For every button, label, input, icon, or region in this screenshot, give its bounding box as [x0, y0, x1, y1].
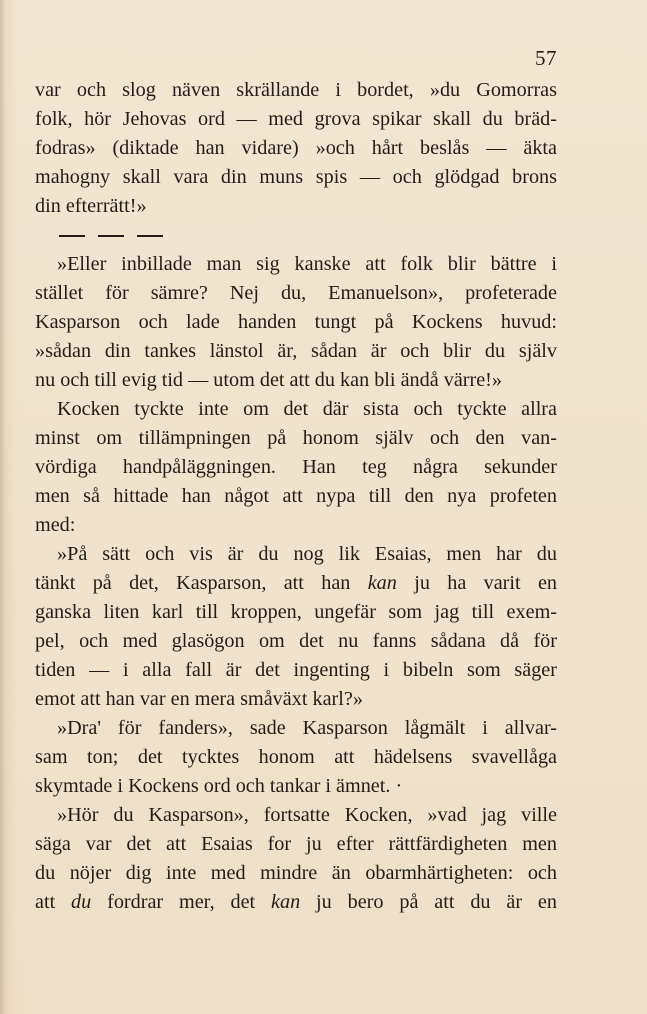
italic-word: kan	[271, 891, 301, 913]
text-line: »sådan din tankes länstol är, sådan är och blir du själv	[35, 340, 557, 362]
italic-word: kan	[367, 572, 397, 594]
text-line-italic-du-kan	[35, 888, 557, 917]
text-line: folk, hör Jehovas ord — med grova spikar skall du bräd-	[35, 108, 557, 130]
text-line: fodras» (diktade han vidare) »och hårt beslås — äkta	[35, 137, 557, 159]
separator-dash	[137, 235, 163, 237]
text-line: Kasparson och lade handen tungt på Kockens huvud:	[35, 311, 557, 333]
text-line: var och slog näven skrällande i bordet, »du Gomorras	[35, 79, 557, 101]
text-line-italic-kan	[35, 569, 557, 598]
text-line: med:	[35, 514, 76, 536]
separator-dash	[98, 235, 124, 237]
text-line: stället för sämre? Nej du, Emanuelson», profeterade	[35, 282, 557, 304]
separator-dash	[59, 235, 85, 237]
page-number: 57	[535, 46, 557, 70]
section-separator	[35, 221, 557, 250]
text-line: skymtade i Kockens ord och tankar i ämnet. ·	[35, 775, 403, 797]
text-line: vördiga handpåläggningen. Han teg några sekunder	[35, 456, 557, 478]
text-line: minst om tillämpningen på honom själv och den van-	[35, 427, 557, 449]
text-line: du nöjer dig inte med mindre än obarmhärtigheten: och	[35, 862, 557, 884]
text-fragment: ju bero på att du är en	[300, 891, 557, 913]
text-line: mahogny skall vara din muns spis — och glödgad brons	[35, 166, 557, 188]
text-line: din efterrätt!»	[35, 195, 147, 217]
text-line: men så hittade han något att nypa till den nya profeten	[35, 485, 557, 507]
text-line: Kocken tyckte inte om det där sista och tyckte allra	[57, 398, 557, 420]
text-line: sam ton; det tycktes honom att hädelsens svavellåga	[35, 746, 557, 768]
text-line: »Dra' för fanders», sade Kasparson lågmält i allvar-	[57, 717, 557, 739]
text-line: ganska liten karl till kroppen, ungefär som jag till exem-	[35, 601, 557, 623]
text-line: nu och till evig tid — utom det att du kan bli ändå värre!»	[35, 369, 503, 391]
text-fragment: ju ha varit en	[396, 572, 558, 594]
text-fragment: att	[35, 891, 72, 913]
text-line: pel, och med glasögon om det nu fanns sådana då för	[35, 630, 557, 652]
text-fragment: tänkt på det, Kasparson, att han	[35, 572, 368, 594]
text-line: tiden — i alla fall är det ingenting i bibeln som säger	[35, 659, 557, 681]
italic-word: du	[71, 891, 92, 913]
text-line: emot att han var en mera småväxt karl?»	[35, 688, 363, 710]
text-line: säga var det att Esaias for ju efter rättfärdigheten men	[35, 833, 557, 855]
text-line: »Eller inbillade man sig kanske att folk blir bättre i	[57, 253, 557, 275]
text-fragment: fordrar mer, det	[91, 891, 272, 913]
body-text	[35, 76, 557, 917]
text-line: »Hör du Kasparson», fortsatte Kocken, »vad jag ville	[57, 804, 557, 826]
text-line: »På sätt och vis är du nog lik Esaias, men har du	[57, 543, 557, 565]
